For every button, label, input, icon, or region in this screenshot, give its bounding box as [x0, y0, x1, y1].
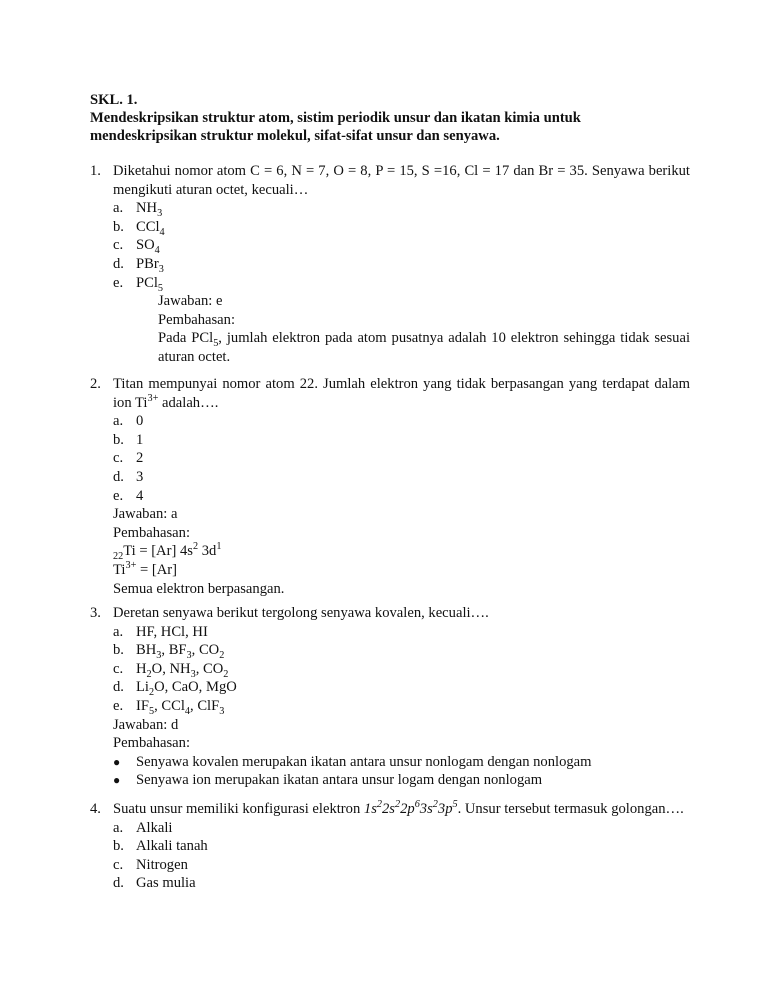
bullet-icon: ● — [113, 754, 121, 769]
bullet-item — [90, 771, 690, 790]
option-letter: c. — [113, 660, 124, 677]
option-text: 0 — [136, 413, 144, 430]
option-letter: e. — [113, 697, 124, 714]
question-text: Deretan senyawa berikut tergolong senyawa kovalen, kecuali…. — [113, 605, 489, 621]
option-letter: b. — [113, 642, 124, 659]
option-text: Nitrogen — [136, 856, 188, 873]
option-item — [90, 819, 690, 838]
question-number: 4. — [90, 801, 101, 817]
option-item — [90, 255, 690, 274]
electron-config-ti: $_{22}$Ti = [Ar] $4s^2$ $3d^1$ — [113, 541, 222, 563]
option-item — [90, 449, 690, 468]
option-item — [90, 218, 690, 237]
explanation-conclusion: Semua elektron berpasangan. — [113, 580, 285, 597]
option-item — [90, 837, 690, 856]
option-text: Alkali — [136, 819, 173, 836]
option-text: PCl$_5$ — [136, 274, 164, 294]
option-text: PBr$_3$ — [136, 255, 164, 275]
option-list — [90, 623, 690, 716]
answer: Jawaban: a — [113, 506, 178, 523]
option-item — [90, 874, 690, 893]
option-item — [90, 660, 690, 679]
option-item — [90, 236, 690, 255]
option-letter: a. — [113, 819, 124, 836]
explanation-text: Pada PCl$_5$, jumlah elektron pada atom pusatnya adalah 10 elektron sehingga tidak sesuai aturan octet. — [158, 330, 691, 365]
option-letter: e. — [113, 274, 124, 291]
question-1 — [90, 162, 690, 367]
option-letter: e. — [113, 487, 124, 504]
question-number: 3. — [90, 605, 101, 621]
option-item — [90, 678, 690, 697]
option-item — [90, 697, 690, 716]
question-2-stem: 2. Titan mempunyai nomor atom 22. Jumlah elektron yang tidak berpasangan yang terdapat dalam ion $Ti^{3+}$ adalah…. — [90, 376, 690, 411]
option-letter: b. — [113, 218, 124, 235]
option-letter: d. — [113, 255, 124, 272]
section-title-line1: Mendeskripsikan struktur atom, sistim periodik unsur dan ikatan kimia untuk — [90, 110, 581, 126]
explanation-label: Pembahasan: — [113, 524, 191, 541]
option-text: 1 — [136, 431, 144, 448]
question-3-stem — [90, 604, 690, 623]
option-text: $H_2O$, $NH_3$, $CO_2$ — [136, 660, 229, 680]
option-item — [90, 431, 690, 450]
bullet-text: Senyawa ion merupakan ikatan antara unsur logam dengan nonlogam — [136, 772, 543, 789]
option-text: $BH_3$, $BF_3$, $CO_2$ — [136, 642, 225, 662]
option-text: Alkali tanah — [136, 838, 208, 855]
answer: Jawaban: e — [158, 293, 223, 310]
question-4-stem: 4. Suatu unsur memiliki konfigurasi elektron $1s^22s^22p^63s^23p^5$. Unsur tersebut termasuk golongan…. — [90, 799, 684, 817]
question-text: Diketahui nomor atom C = 6, N = 7, O = 8, P = 15, S =16, Cl = 17 dan Br = 35. Senyawa berikut mengikuti aturan octet, kecuali… — [113, 163, 690, 198]
option-item — [90, 199, 690, 218]
option-item — [90, 468, 690, 487]
electron-config-ti-ion: $Ti^{3+} = [Ar]$ — [113, 560, 177, 578]
option-letter: a. — [113, 623, 124, 640]
option-list — [90, 199, 690, 292]
option-text: 4 — [136, 487, 144, 504]
option-item — [90, 487, 690, 506]
bullet-item — [90, 753, 690, 772]
explanation-label: Pembahasan: — [158, 311, 236, 328]
option-item — [90, 641, 690, 660]
option-text: Gas mulia — [136, 875, 196, 892]
option-list — [90, 819, 690, 893]
option-text: $Li_2O$, CaO, MgO — [136, 679, 237, 699]
option-text: $IF_5$, CCl$_4$, ClF$_3$ — [136, 697, 225, 717]
question-2 — [90, 375, 690, 598]
option-list — [90, 412, 690, 505]
option-item — [90, 274, 690, 293]
section-code: SKL. 1. — [90, 92, 138, 108]
option-letter: c. — [113, 237, 124, 254]
question-number: 1. — [90, 163, 101, 179]
option-text: CCl$_4$ — [136, 218, 165, 238]
option-text: 2 — [136, 450, 144, 467]
option-letter: d. — [113, 679, 124, 696]
option-letter: b. — [113, 838, 124, 855]
explanation-label: Pembahasan: — [113, 735, 191, 752]
bullet-text: Senyawa kovalen merupakan ikatan antara unsur nonlogam dengan nonlogam — [136, 753, 592, 770]
option-letter: d. — [113, 875, 124, 892]
option-text: $SO_4$ — [136, 237, 160, 257]
option-item — [90, 623, 690, 642]
option-letter: a. — [113, 200, 124, 217]
question-4 — [90, 800, 690, 893]
electron-configuration: $1s^22s^22p^63s^23p^5$ — [363, 799, 458, 817]
explanation-bullets — [90, 753, 690, 790]
option-letter: d. — [113, 468, 124, 485]
option-letter: b. — [113, 431, 124, 448]
option-text: HF, HCl, HI — [136, 623, 208, 640]
question-3 — [90, 604, 690, 790]
section-title-line2: mendeskripsikan struktur molekul, sifat-sifat unsur dan senyawa. — [90, 128, 500, 144]
option-text: 3 — [136, 468, 144, 485]
option-item — [90, 412, 690, 431]
option-text: $NH_3$ — [136, 200, 163, 220]
option-letter: c. — [113, 450, 124, 467]
option-item — [90, 856, 690, 875]
question-number: 2. — [90, 376, 101, 392]
question-1-stem — [90, 162, 690, 199]
option-letter: a. — [113, 413, 124, 430]
section-header — [90, 91, 710, 145]
option-letter: c. — [113, 856, 124, 873]
bullet-icon: ● — [113, 773, 121, 788]
answer: Jawaban: d — [113, 716, 179, 733]
